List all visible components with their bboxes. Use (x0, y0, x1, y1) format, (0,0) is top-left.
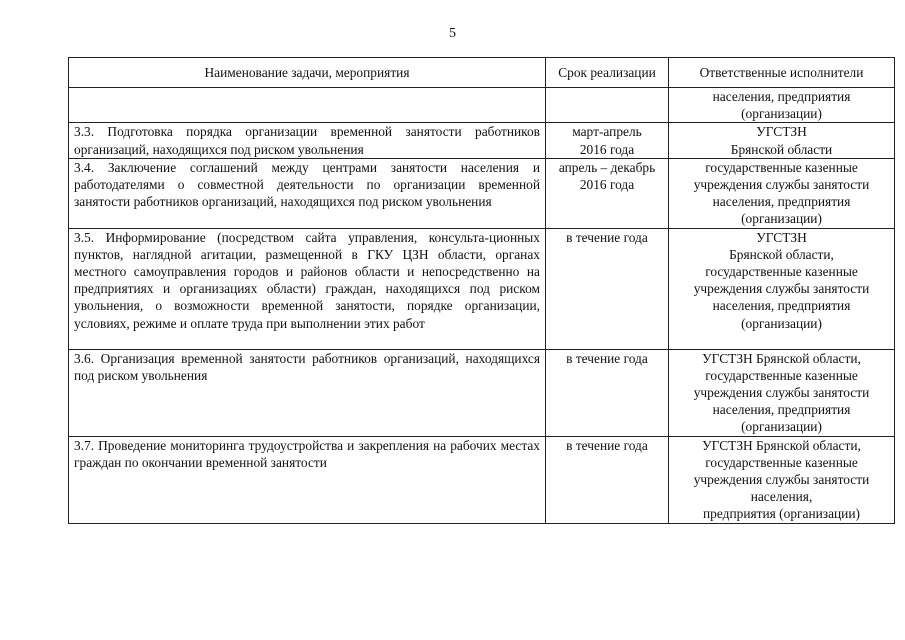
term-cell (546, 123, 669, 158)
header-responsible: Ответственные исполнители (669, 58, 895, 88)
responsible-line: государственные казенные (705, 159, 858, 175)
task-cell: 3.6. Организация временной занятости работников организаций, находящихся под риском увольнения (69, 349, 546, 436)
table-row (69, 228, 895, 349)
term-cell (546, 228, 669, 349)
task-cell: 3.7. Проведение мониторинга трудоустройства и закрепления на рабочих местах граждан по окончании временной занятости (69, 436, 546, 523)
task-cell: 3.5. Информирование (посредством сайта управления, консульта-ционных пунктов, наглядной агитации, размещенной в ГКУ ЦЗН области, органах местного самоуправления городов и районов области и непосредственно на предприятиях и организациях области) граждан, находящихся под риском увольнения, о возможности временной занятости, порядке организации, условиях, режиме и оплате труда при выполнении этих работ (69, 228, 546, 349)
responsible-cell (669, 228, 895, 349)
responsible-line: населения, предприятия (712, 89, 851, 104)
term-line: апрель – декабрь (558, 159, 656, 175)
responsible-line: УГСТЗН (756, 229, 807, 245)
responsible-cell (669, 436, 895, 523)
responsible-line: государственные казенные (705, 264, 858, 280)
table-row (69, 436, 895, 523)
responsible-line: (организации) (741, 315, 822, 331)
table-row-continuation (69, 88, 895, 123)
table-row (69, 158, 895, 228)
responsible-cell (669, 123, 895, 158)
responsible-line: государственные казенные (705, 367, 858, 383)
measures-table (68, 57, 895, 524)
responsible-line: (организации) (741, 419, 822, 435)
responsible-line: УГСТЗН Брянской области, (702, 350, 861, 366)
table-row (69, 123, 895, 158)
table-header-row (69, 58, 895, 88)
responsible-cell (669, 88, 895, 123)
responsible-line: населения, предприятия (712, 402, 851, 418)
term-cell (546, 158, 669, 228)
term-line: в течение года (566, 350, 648, 366)
responsible-line: учреждения службы занятости (693, 177, 870, 193)
responsible-line: населения, (750, 489, 813, 505)
header-task: Наименование задачи, мероприятия (69, 58, 546, 88)
task-cell (69, 88, 546, 123)
task-cell: 3.4. Заключение соглашений между центрами занятости населения и работодателями о совместной деятельности по организации временной занятости работников организаций, находящихся под риском увольнения (69, 158, 546, 228)
responsible-line: Брянской области, (729, 246, 834, 262)
term-cell (546, 88, 669, 123)
responsible-cell (669, 349, 895, 436)
responsible-line: (организации) (741, 106, 822, 122)
responsible-line: населения, предприятия (712, 298, 851, 314)
responsible-line: учреждения службы занятости (693, 281, 870, 297)
responsible-line: учреждения службы занятости (693, 385, 870, 401)
responsible-line: УГСТЗН Брянской области, (702, 437, 861, 453)
responsible-line: учреждения службы занятости (693, 472, 870, 488)
responsible-line: государственные казенные (705, 454, 858, 470)
responsible-line: (организации) (741, 211, 822, 227)
page-number: 5 (449, 26, 456, 41)
responsible-cell (669, 158, 895, 228)
task-cell: 3.3. Подготовка порядка организации временной занятости работников организаций, находящихся под риском увольнения (69, 123, 546, 158)
term-line: март-апрель (572, 124, 642, 140)
header-term: Срок реализации (546, 58, 669, 88)
table-row (69, 349, 895, 436)
term-line: в течение года (566, 229, 648, 245)
term-line: в течение года (566, 437, 648, 453)
responsible-line: Брянской области (730, 141, 833, 157)
responsible-line: УГСТЗН (756, 124, 807, 140)
term-cell (546, 349, 669, 436)
term-cell (546, 436, 669, 523)
responsible-line: предприятия (организации) (703, 506, 860, 522)
responsible-line: населения, предприятия (712, 194, 851, 210)
term-line: 2016 года (579, 177, 635, 193)
term-line: 2016 года (579, 141, 635, 157)
